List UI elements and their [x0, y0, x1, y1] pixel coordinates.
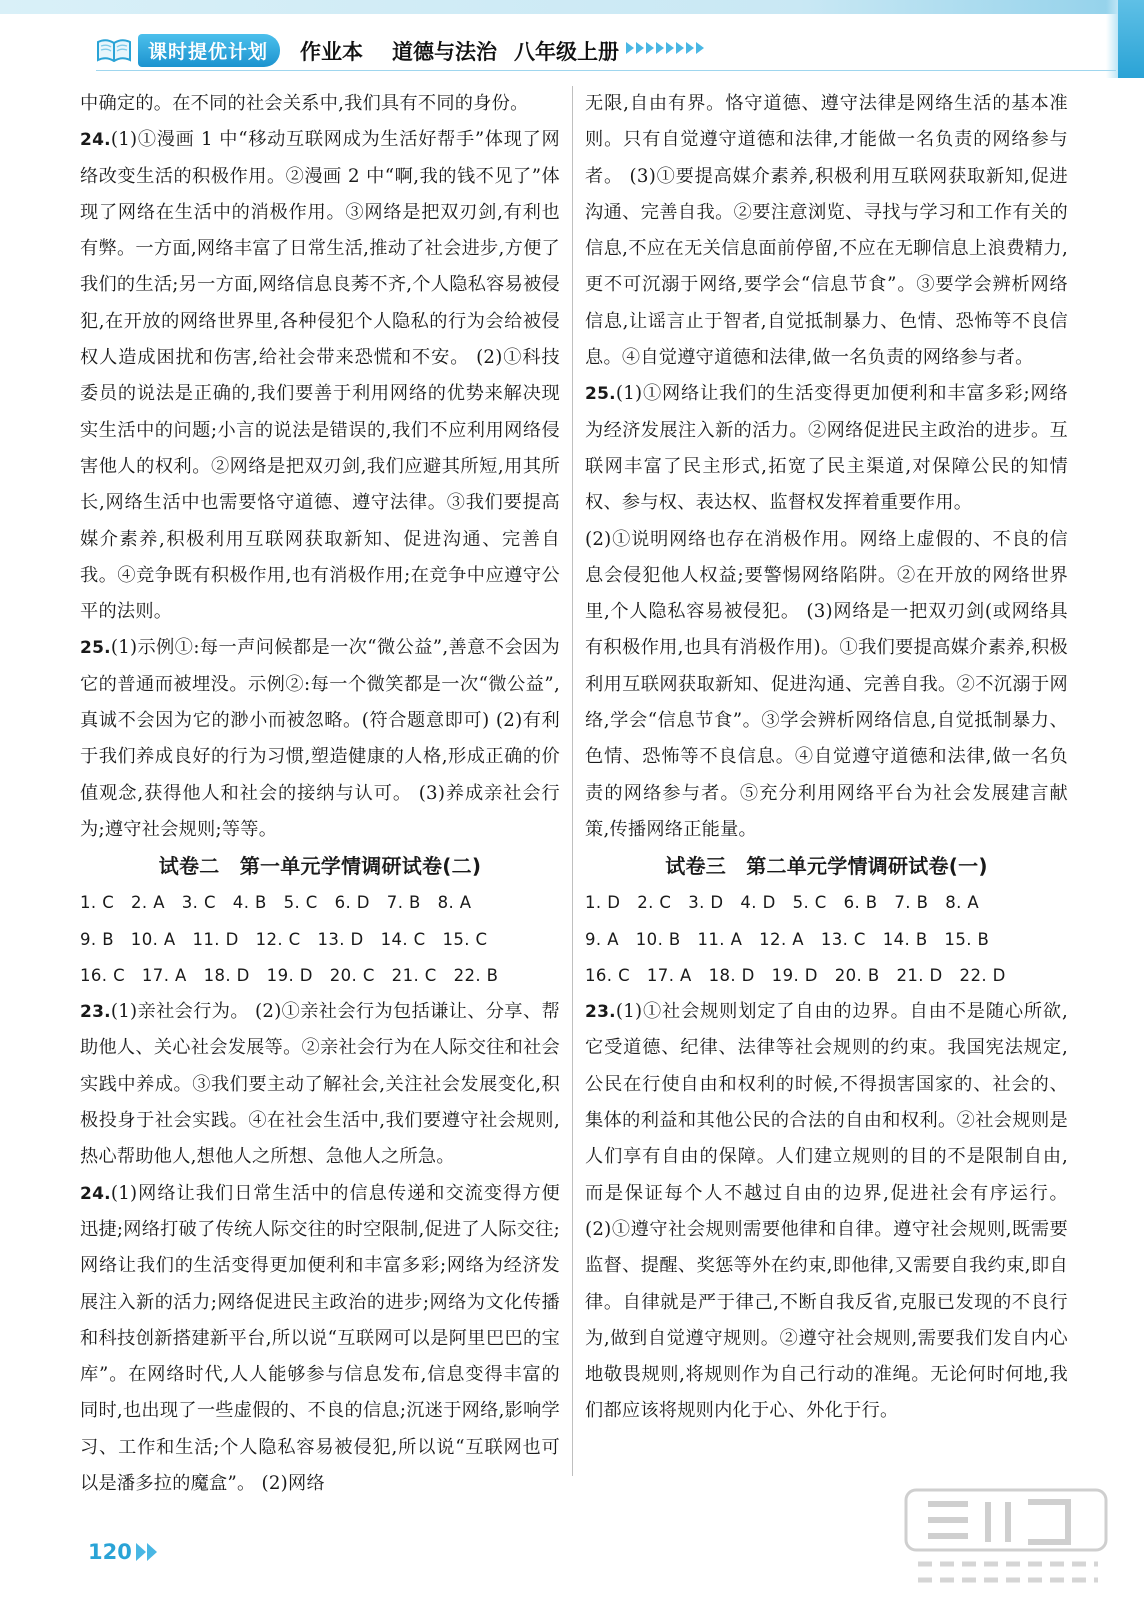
question-24-answer: 24.(1)①漫画 1 中“移动互联网成为生活好帮手”体现了网络改变生活的积极作用。②漫画 2 中“啊,我的钱不见了”体现了网络在生活中的消极作用。③网络是把双刃剑,有利也有弊。一方面,网络丰富了日常生活,推动了社会进步,方便了我们的生活;另一方面,网络信息良莠不齐,个人隐私容易被侵犯,在开放的网络世界里,各种侵犯个人隐私的行为会给被侵权人造成困扰和伤害,给社会带来恐慌和不安。 (2)①科技委员的说法是正确的,我们要善于利用网络的优势来解决现实生活中的问题;小言的说法是错误的,我们不应利用网络侵害他人的权利。②网络是把双刃剑,我们应避其所短,用其所长,网络生活中也需要恪守道德、遵守法律。③我们要提高媒介素养,积极利用互联网获取新知、促进沟通、完善自我。④竞争既有积极作用,也有消极作用;在竞争中应遵守公平的法则。 [80, 129, 560, 623]
exam-3-answers-row: 16. C 17. A 18. D 19. D 20. B 21. D 22. D [585, 965, 1006, 985]
answer-paragraph: 中确定的。在不同的社会关系中,我们具有不同的身份。 [80, 93, 529, 114]
question-number: 25. [80, 638, 111, 659]
question-25-answer: 25.(1)示例①:每一声问候都是一次“微公益”,善意不会因为它的普通而被埋没。示例②:每一个微笑都是一次“微公益”,真诚不会因为它的渺小而被忽略。(符合题意即可) (2)有利于我们养成良好的行为习惯,塑造健康的人格,形成正确的价值观念,获得他人和社会的接纳与认可。 (3)养成亲社会行为;遵守社会规则;等等。 [80, 637, 560, 840]
answer-paragraph: 无限,自由有界。恪守道德、遵守法律是网络生活的基本准则。只有自觉遵守道德和法律,才能做一名负责的网络参与者。 (3)①要提高媒介素养,积极利用互联网获取新知,促进沟通、完善自我。②要注意浏览、寻找与学习和工作有关的信息,不应在无关信息面前停留,不应在无聊信息上浪费精力,更不可沉溺于网络,要学会“信息节食”。③要学会辨析网络信息,让谣言止于智者,自觉抵制暴力、色情、恐怖等不良信息。④自觉遵守道德和法律,做一名负责的网络参与者。 [585, 93, 1068, 369]
exam-3-title: 试卷三 第二单元学情调研试卷(一) [665, 854, 988, 879]
series-logo [96, 33, 280, 67]
exam-2-answers-row: 9. B 10. A 11. D 12. C 13. D 14. C 15. C [80, 929, 488, 949]
header-rule [96, 70, 1116, 71]
grade-label: 八年级上册 [514, 40, 619, 64]
question-24-answer: 24.(1)网络让我们日常生活中的信息传递和交流变得方便迅捷;网络打破了传统人际交往的时空限制,促进了人际交往;网络让我们的生活变得更加便利和丰富多彩;网络为经济发展注入新的活力;网络促进民主政治的进步;网络为文化传播和科技创新搭建新平台,所以说“互联网可以是阿里巴巴的宝库”。在网络时代,人人能够参与信息发布,信息变得丰富的同时,也出现了一些虚假的、不良的信息;沉迷于网络,影响学习、工作和生活;个人隐私容易被侵犯,所以说“互联网也可以是潘多拉的魔盒”。 (2)网络 [80, 1182, 560, 1494]
question-23-answer: 23.(1)①社会规则划定了自由的边界。自由不是随心所欲,它受道德、纪律、法律等社会规则的约束。我国宪法规定,公民在行使自由和权利的时候,不得损害国家的、社会的、集体的利益和其他公民的合法的自由和权利。②社会规则是人们享有自由的保障。人们建立规则的目的不是限制自由,而是保证每个人不越过自由的边界,促进社会有序运行。 (2)①遵守社会规则需要他律和自律。遵守社会规则,既需要监督、提醒、奖惩等外在约束,即他律,又需要自我约束,即自律。自律就是严于律己,不断自我反省,克服已发现的不良行为,做到自觉遵守规则。②遵守社会规则,需要我们发自内心地敬畏规则,将规则作为自己行动的准绳。无论何时何地,我们都应该将规则内化于心、外化于行。 [585, 1001, 1068, 1422]
page-number-text: 120 [88, 1540, 132, 1564]
header-band [0, 0, 1144, 14]
question-number: 24. [80, 130, 111, 151]
watermark-logo [898, 1484, 1128, 1594]
question-number: 24. [80, 1183, 111, 1204]
left-column [80, 86, 560, 1502]
open-book-icon [96, 36, 132, 64]
subject-label: 道德与法治 [392, 40, 497, 64]
question-number: 23. [585, 1002, 616, 1023]
exam-2-answers-row: 16. C 17. A 18. D 19. D 20. C 21. C 22. B [80, 965, 499, 985]
book-type-label: 作业本 [300, 40, 363, 64]
exam-2-title: 试卷二 第一单元学情调研试卷(二) [158, 854, 482, 879]
header-edge-tab [1118, 0, 1144, 78]
chevron-arrows-icon [626, 42, 706, 54]
exam-3-answers-row: 9. A 10. B 11. A 12. A 13. C 14. B 15. B [585, 929, 990, 949]
question-number: 25. [585, 384, 616, 405]
answer-paragraph: (2)①说明网络也存在消极作用。网络上虚假的、不良的信息会侵犯他人权益;要警惕网络陷阱。②在开放的网络世界里,个人隐私容易被侵犯。 (3)网络是一把双刃剑(或网络具有积极作用,也具有消极作用)。①我们要提高媒介素养,积极利用互联网获取新知、促进沟通、完善自我。②不沉溺于网络,学会“信息节食”。③学会辨析网络信息,自觉抵制暴力、色情、恐怖等不良信息。④自觉遵守道德和法律,做一名负责的网络参与者。⑤充分利用网络平台为社会发展建言献策,传播网络正能量。 [585, 528, 1068, 840]
exam-3-answers-row: 1. D 2. C 3. D 4. D 5. C 6. B 7. B 8. A [585, 893, 980, 913]
page-number [88, 1540, 157, 1564]
column-divider [572, 86, 573, 1476]
exam-2-answers-row: 1. C 2. A 3. C 4. B 5. C 6. D 7. B 8. A [80, 893, 472, 913]
question-25-answer: 25.(1)①网络让我们的生活变得更加便利和丰富多彩;网络为经济发展注入新的活力。②网络促进民主政治的进步。互联网丰富了民主形式,拓宽了民主渠道,对保障公民的知情权、参与权、表达权、监督权发挥着重要作用。 [585, 383, 1068, 514]
series-label: 课时提优计划 [138, 34, 280, 67]
chevron-arrows-icon [135, 1543, 157, 1561]
question-number: 23. [80, 1002, 111, 1023]
right-column [585, 86, 1068, 1430]
question-23-answer: 23.(1)亲社会行为。 (2)①亲社会行为包括谦让、分享、帮助他人、关心社会发展等。②亲社会行为在人际交往和社会实践中养成。③我们要主动了解社会,关注社会发展变化,积极投身于社会实践。④在社会生活中,我们要遵守社会规则,热心帮助他人,想他人之所想、急他人之所急。 [80, 1001, 560, 1168]
page-header [0, 0, 1144, 78]
